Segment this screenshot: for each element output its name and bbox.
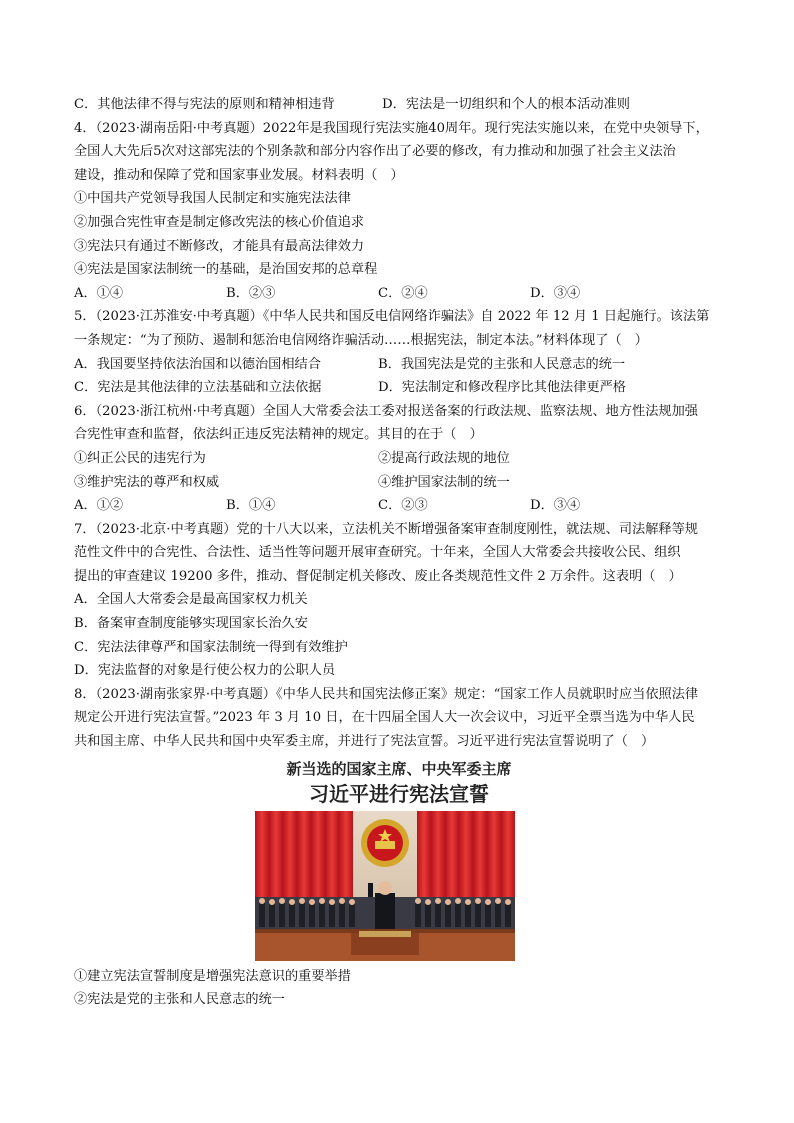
- q7-option-a: A．全国人大常委会是最高国家权力机关: [74, 592, 308, 608]
- q4-stem-line: 全国人大先后5次对这部宪法的个别条款和部分内容作出了必要的修改，有力推动和加强了社会主义法治: [74, 144, 676, 160]
- q6-item: ②提高行政法规的地位: [378, 450, 510, 466]
- q5-option-c: C．宪法是其他法律的立法基础和立法依据: [74, 380, 322, 396]
- q5-options-row: [74, 353, 724, 377]
- q7-option-d: D．宪法监督的对象是行使公权力的公职人员: [74, 663, 336, 679]
- q7-option-c: C．宪法法律尊严和国家法制统一得到有效维护: [74, 639, 348, 655]
- q3-option-c: C．其他法律不得与宪法的原则和精神相违背: [74, 97, 335, 112]
- q4-item: ④宪法是国家法制统一的基础，是治国安邦的总章程: [74, 262, 378, 278]
- q6-options-row: [74, 494, 724, 518]
- q6-item: ④维护国家法制的统一: [378, 474, 510, 490]
- q6-items-row: [74, 471, 724, 495]
- q8-stem-line: 共和国主席、中华人民共和国中央军委主席，并进行了宪法宣誓。习近平进行宪法宣誓说明了（ ）: [74, 734, 655, 750]
- q4-item: ③宪法只有通过不断修改，才能具有最高法律效力: [74, 238, 365, 254]
- q5-option-b: B．我国宪法是党的主张和人民意志的统一: [378, 356, 626, 372]
- q4-stem-line: 4．（2023·湖南岳阳·中考真题）2022年是我国现行宪法实施40周年。现行宪法实施以来，在党中央领导下，: [74, 120, 709, 136]
- q4-option-d: D．③④: [530, 285, 581, 301]
- q6-items-row: [74, 447, 724, 471]
- oath-photo: [255, 811, 515, 961]
- q5-option-a: A．我国要坚持依法治国和以德治国相结合: [74, 356, 321, 372]
- q4-option-c: C．②④: [378, 285, 428, 301]
- q6-option-c: C．②③: [378, 498, 428, 514]
- q4-item: ②加强合宪性审查是制定修改宪法的核心价值追求: [74, 214, 365, 230]
- q7-stem-line: 提出的审查建议 19200 多件，推动、督促制定机关修改、废止各类规范性文件 2 万余件。这表明（ ）: [74, 568, 682, 584]
- q5-options-row: [74, 376, 724, 400]
- q6-item: ③维护宪法的尊严和权威: [74, 474, 220, 490]
- figure-caption-title: 习近平进行宪法宣誓: [309, 781, 489, 806]
- q6-option-d: D．③④: [530, 498, 581, 514]
- q8-stem-line: 8．（2023·湖南张家界·中考真题）《中华人民共和国宪法修正案》规定：“国家工作人员就职时应当依照法律: [74, 686, 699, 702]
- q5-stem-line: 一条规定：“为了预防、遏制和惩治电信网络诈骗活动……根据宪法，制定本法。”材料体现了（ ）: [74, 332, 648, 348]
- q4-option-b: B．②③: [226, 285, 276, 301]
- q5-stem-line: 5．（2023·江苏淮安·中考真题）《中华人民共和国反电信网络诈骗法》自 2022 年 12 月 1 日起施行。该法第: [74, 309, 710, 325]
- q6-stem-line: 6．（2023·浙江杭州·中考真题）全国人大常委会法工委对报送备案的行政法规、监察法规、地方性法规加强: [74, 403, 698, 419]
- oath-photo-illustration: [255, 811, 515, 961]
- q8-stem-line: 规定公开进行宪法宣誓。”2023 年 3 月 10 日，在十四届全国人大一次会议中，习近平全票当选为中华人民: [74, 710, 695, 726]
- q7-option-b: B．备案审查制度能够实现国家长治久安: [74, 616, 308, 632]
- figure-caption-subtitle: 新当选的国家主席、中央军委主席: [286, 759, 512, 778]
- q8-item: ②宪法是党的主张和人民意志的统一: [74, 992, 285, 1008]
- q6-option-a: A．①②: [74, 498, 124, 514]
- document-content: [74, 93, 724, 1012]
- q7-stem-line: 范性文件中的合宪性、合法性、适当性等问题开展审查研究。十年来，全国人大常委会共接收公民、组织: [74, 545, 681, 561]
- q6-item: ①纠正公民的违宪行为: [74, 450, 206, 466]
- q4-stem-line: 建设，推动和保障了党和国家事业发展。材料表明（ ）: [74, 167, 404, 183]
- q8-item: ①建立宪法宣誓制度是增强宪法意识的重要举措: [74, 968, 351, 984]
- q5-option-d: D．宪法制定和修改程序比其他法律更严格: [378, 380, 626, 396]
- q7-stem-line: 7．（2023·北京·中考真题）党的十八大以来，立法机关不断增强备案审查制度刚性，就法规、司法解释等规: [74, 521, 698, 537]
- q3-option-d: D．宪法是一切组织和个人的根本活动准则: [382, 97, 630, 112]
- q4-option-a: A．①④: [74, 285, 124, 301]
- q3-options-row: [74, 93, 724, 117]
- q4-options-row: [74, 282, 724, 306]
- q6-stem-line: 合宪性审查和监督，依法纠正违反宪法精神的规定。其目的在于（ ）: [74, 427, 483, 443]
- q6-option-b: B．①④: [226, 498, 276, 514]
- q4-item: ①中国共产党领导我国人民制定和实施宪法法律: [74, 191, 351, 207]
